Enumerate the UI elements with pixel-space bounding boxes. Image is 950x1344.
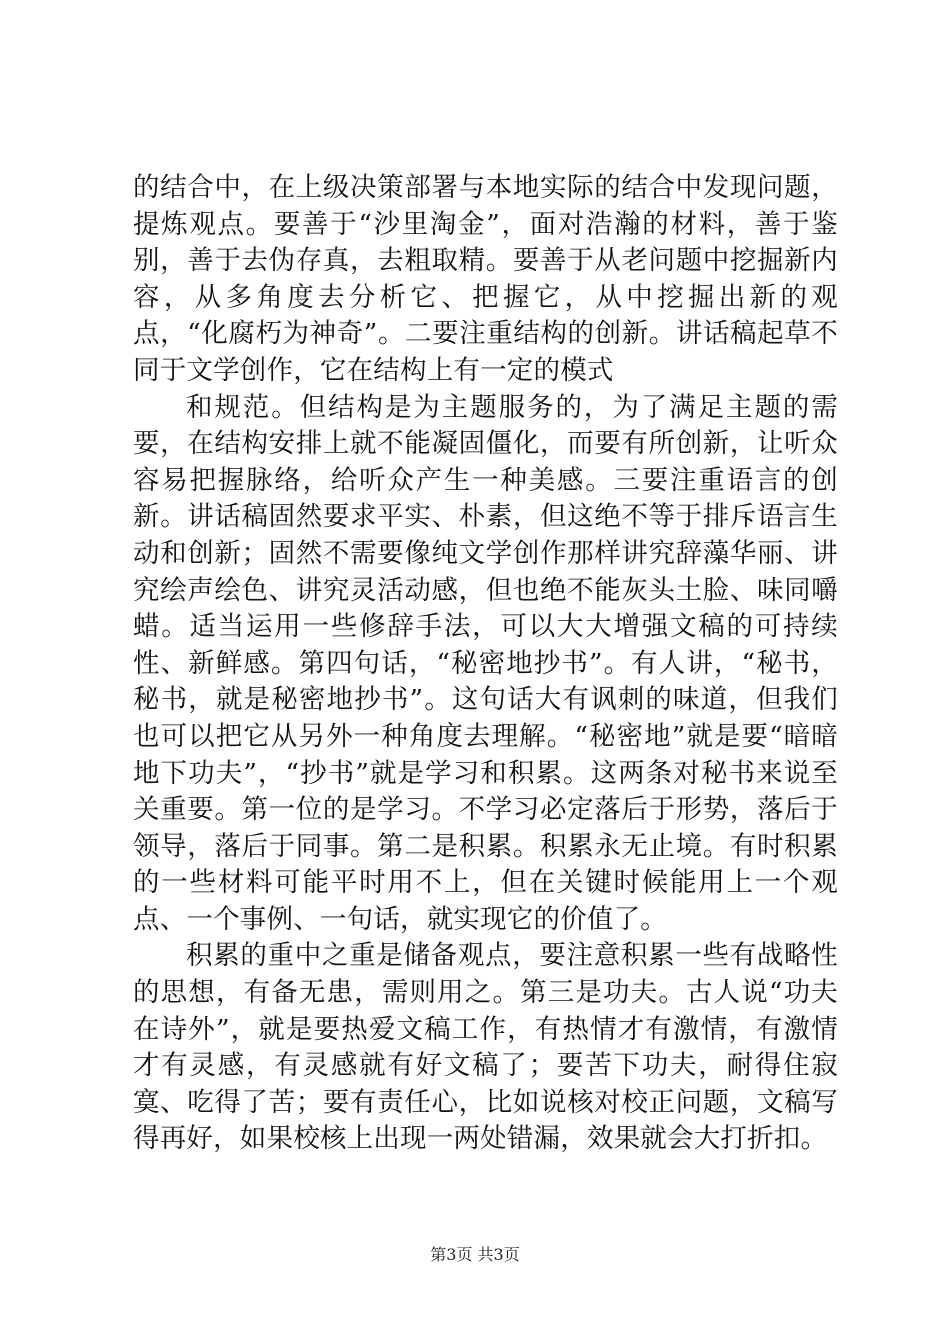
paragraph-1: 的结合中，在上级决策部署与本地实际的结合中发现问题，提炼观点。要善于“沙里淘金”，面对浩瀚的材料，善于鉴别，善于去伪存真，去粗取精。要善于从老问题中挖掘新内容，从多角度去分析它、把握它，从中挖掘出新的观点，“化腐朽为神奇”。二要注重结构的创新。讲话稿起草不同于文学创作，它在结构上有一定的模式 <box>133 172 838 386</box>
paragraph-2: 和规范。但结构是为主题服务的，为了满足主题的需要，在结构安排上就不能凝固僵化，而要有所创新，让听众容易把握脉络，给听众产生一种美感。三要注重语言的创新。讲话稿固然要求平实、朴素，但这绝不等于排斥语言生动和创新；固然不需要像纯文学创作那样讲究辞藻华丽、讲究绘声绘色、讲究灵活动感，但也绝不能灰头土脸、味同嚼蜡。适当运用一些修辞手法，可以大大增强文稿的可持续性、新鲜感。第四句话，“秘密地抄书”。有人讲，“秘书，秘书，就是秘密地抄书”。这句话大有讽刺的味道，但我们也可以把它从另外一种角度去理解。“秘密地”就是要“暗暗地下功夫”，“抄书”就是学习和积累。这两条对秘书来说至关重要。第一位的是学习。不学习必定落后于形势，落后于领导，落后于同事。第二是积累。积累永无止境。有时积累的一些材料可能平时用不上，但在关键时候能用上一个观点、一个事例、一句话，就实现它的价值了。 <box>133 391 838 935</box>
document-body <box>133 170 838 1158</box>
paragraph-3: 积累的重中之重是储备观点，要注意积累一些有战略性的思想，有备无患，需则用之。第三是功夫。古人说“功夫在诗外”，就是要热爱文稿工作，有热情才有激情，有激情才有灵感，有灵感就有好文稿了；要苦下功夫，耐得住寂寞、吃得了苦；要有责任心，比如说核对校正问题，文稿写得再好，如果校核上出现一两处错漏，效果就会大打折扣。 <box>133 940 838 1155</box>
page-number-footer: 第3页 共3页 <box>430 1245 520 1264</box>
